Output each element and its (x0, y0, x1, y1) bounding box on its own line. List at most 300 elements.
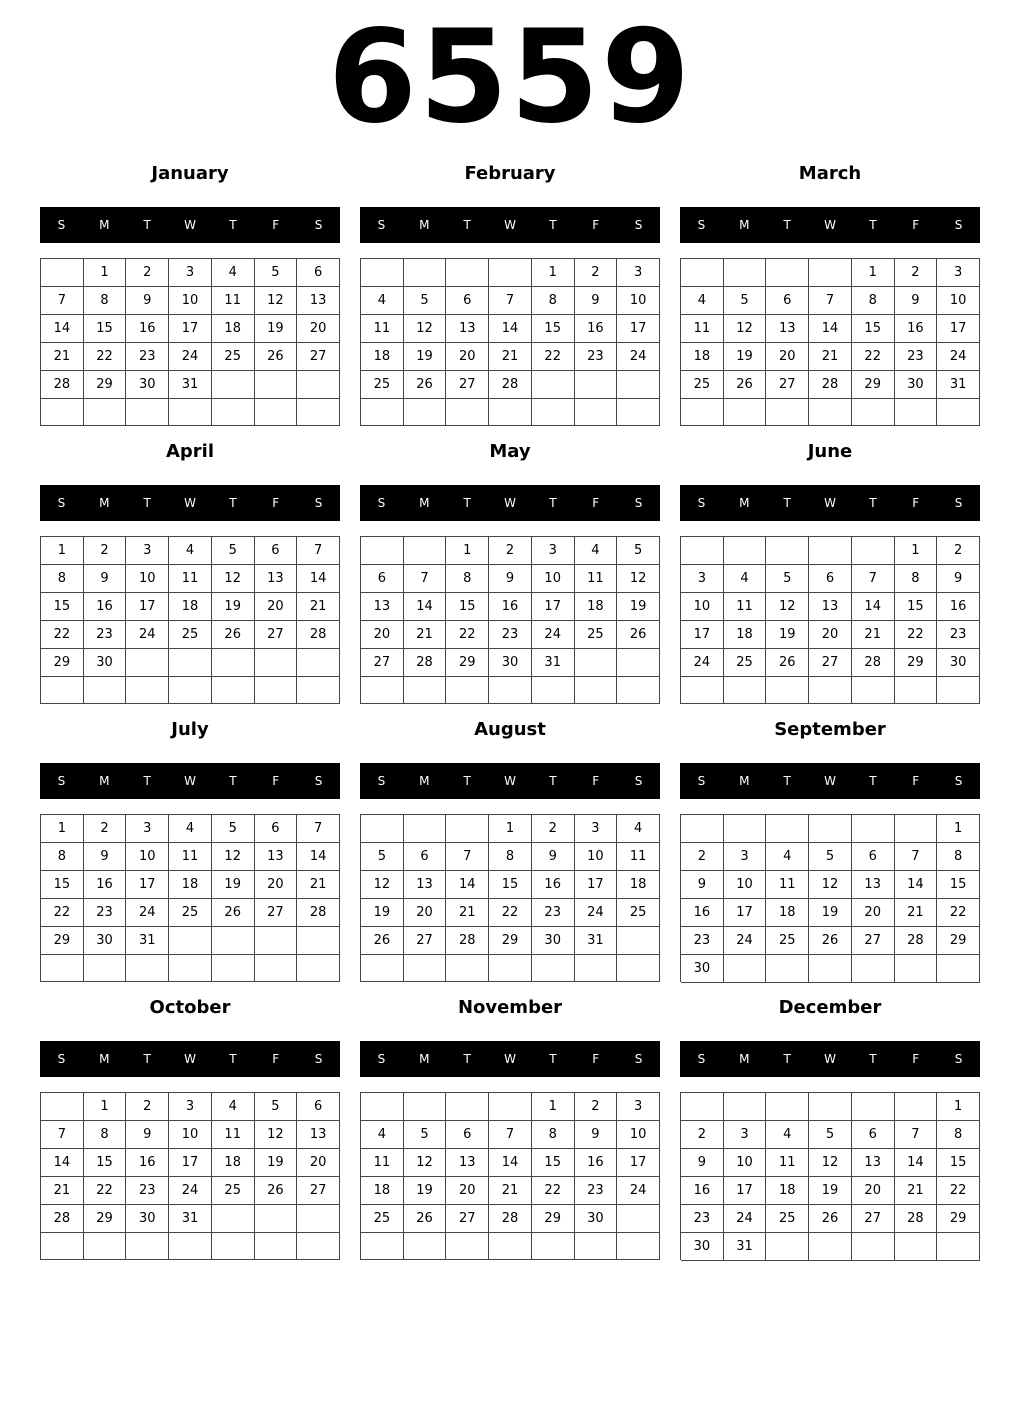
day-cell: 23 (681, 1205, 724, 1233)
empty-day-cell (895, 677, 938, 704)
weekday-header (360, 763, 660, 799)
weekday-label: S (57, 218, 66, 232)
day-cell: 13 (255, 565, 298, 593)
day-cell: 5 (404, 1121, 447, 1149)
day-cell: 9 (126, 287, 169, 315)
empty-day-cell (575, 677, 618, 704)
day-cell: 22 (895, 621, 938, 649)
day-cell: 16 (84, 593, 127, 621)
day-cell: 28 (489, 371, 532, 399)
day-cell: 29 (446, 649, 489, 677)
day-cell: 8 (41, 843, 84, 871)
day-cell: 20 (766, 343, 809, 371)
weekday-label: T (229, 774, 237, 788)
day-cell: 26 (724, 371, 767, 399)
day-grid (360, 1092, 660, 1260)
day-cell: 31 (532, 649, 575, 677)
weekday-label: T (869, 1052, 877, 1066)
day-cell: 25 (169, 621, 212, 649)
day-cell: 1 (532, 1093, 575, 1121)
day-cell: 10 (937, 287, 980, 315)
day-cell: 19 (809, 1177, 852, 1205)
day-cell: 20 (255, 871, 298, 899)
empty-day-cell (681, 1093, 724, 1121)
day-cell: 24 (126, 899, 169, 927)
empty-day-cell (212, 371, 255, 399)
day-cell: 4 (724, 565, 767, 593)
day-cell: 30 (575, 1205, 618, 1233)
day-cell: 21 (404, 621, 447, 649)
weekday-label: F (912, 774, 920, 788)
empty-day-cell (809, 677, 852, 704)
day-cell: 24 (169, 1177, 212, 1205)
weekday-label: T (229, 496, 237, 510)
day-cell: 14 (404, 593, 447, 621)
day-cell: 30 (532, 927, 575, 955)
day-cell: 10 (575, 843, 618, 871)
weekday-header (40, 763, 340, 799)
day-cell: 27 (361, 649, 404, 677)
empty-day-cell (532, 1233, 575, 1260)
weekday-label: W (824, 774, 836, 788)
day-cell: 31 (937, 371, 980, 399)
day-cell: 22 (532, 1177, 575, 1205)
day-cell: 11 (681, 315, 724, 343)
weekday-header (40, 485, 340, 521)
empty-day-cell (169, 649, 212, 677)
day-cell: 28 (404, 649, 447, 677)
day-cell: 7 (489, 287, 532, 315)
month-february (360, 158, 660, 436)
empty-day-cell (937, 955, 980, 983)
empty-day-cell (126, 1233, 169, 1260)
day-cell: 23 (895, 343, 938, 371)
weekday-label: S (57, 496, 66, 510)
empty-day-cell (575, 371, 618, 399)
empty-day-cell (212, 1205, 255, 1233)
empty-day-cell (212, 955, 255, 982)
day-cell: 28 (446, 927, 489, 955)
empty-day-cell (84, 955, 127, 982)
weekday-label: S (697, 496, 706, 510)
weekday-label: T (869, 774, 877, 788)
empty-day-cell (724, 815, 767, 843)
day-cell: 1 (937, 1093, 980, 1121)
day-cell: 15 (489, 871, 532, 899)
empty-day-cell (255, 927, 298, 955)
day-cell: 25 (766, 1205, 809, 1233)
day-cell: 25 (212, 343, 255, 371)
day-cell: 26 (255, 1177, 298, 1205)
empty-day-cell (84, 677, 127, 704)
day-cell: 14 (446, 871, 489, 899)
day-grid (680, 814, 980, 982)
month-name: January (151, 163, 229, 184)
day-cell: 13 (446, 315, 489, 343)
empty-day-cell (617, 927, 660, 955)
day-cell: 10 (681, 593, 724, 621)
weekday-label: S (697, 1052, 706, 1066)
day-cell: 18 (169, 871, 212, 899)
day-cell: 10 (724, 871, 767, 899)
weekday-label: M (739, 1052, 750, 1066)
empty-day-cell (937, 677, 980, 704)
day-cell: 11 (361, 315, 404, 343)
day-cell: 22 (41, 899, 84, 927)
day-cell: 18 (766, 1177, 809, 1205)
empty-day-cell (852, 677, 895, 704)
weekday-label: T (143, 218, 151, 232)
weekday-label: S (57, 774, 66, 788)
weekday-label: T (143, 1052, 151, 1066)
empty-day-cell (852, 1233, 895, 1261)
day-cell: 20 (809, 621, 852, 649)
month-april (40, 436, 340, 714)
month-january (40, 158, 340, 436)
day-cell: 15 (895, 593, 938, 621)
day-cell: 20 (446, 343, 489, 371)
day-cell: 12 (809, 871, 852, 899)
empty-day-cell (361, 677, 404, 704)
day-cell: 21 (41, 343, 84, 371)
day-cell: 6 (809, 565, 852, 593)
weekday-label: S (314, 218, 323, 232)
day-cell: 10 (617, 287, 660, 315)
day-cell: 17 (724, 899, 767, 927)
day-cell: 3 (169, 259, 212, 287)
empty-day-cell (489, 955, 532, 982)
weekday-header (680, 207, 980, 243)
day-cell: 30 (84, 927, 127, 955)
empty-day-cell (617, 399, 660, 426)
weekday-label: F (272, 496, 280, 510)
empty-day-cell (212, 1233, 255, 1260)
day-cell: 5 (617, 537, 660, 565)
day-cell: 15 (41, 593, 84, 621)
weekday-label: W (824, 218, 836, 232)
day-cell: 17 (575, 871, 618, 899)
day-cell: 31 (575, 927, 618, 955)
empty-day-cell (532, 399, 575, 426)
empty-day-cell (617, 1205, 660, 1233)
day-cell: 23 (532, 899, 575, 927)
empty-day-cell (297, 371, 340, 399)
day-cell: 26 (361, 927, 404, 955)
day-cell: 11 (575, 565, 618, 593)
day-cell: 14 (809, 315, 852, 343)
empty-day-cell (724, 955, 767, 983)
day-cell: 20 (361, 621, 404, 649)
month-name: October (149, 997, 231, 1018)
day-cell: 28 (895, 927, 938, 955)
day-cell: 16 (532, 871, 575, 899)
weekday-label: T (143, 774, 151, 788)
empty-day-cell (766, 677, 809, 704)
weekday-label: M (419, 218, 430, 232)
empty-day-cell (126, 677, 169, 704)
day-cell: 20 (404, 899, 447, 927)
day-grid (40, 258, 340, 426)
day-cell: 22 (532, 343, 575, 371)
day-grid (360, 258, 660, 426)
month-july (40, 714, 340, 992)
day-cell: 25 (575, 621, 618, 649)
day-cell: 6 (446, 1121, 489, 1149)
day-cell: 4 (361, 1121, 404, 1149)
weekday-label: T (463, 774, 471, 788)
day-cell: 3 (169, 1093, 212, 1121)
day-cell: 19 (255, 1149, 298, 1177)
day-cell: 1 (532, 259, 575, 287)
day-cell: 7 (446, 843, 489, 871)
empty-day-cell (809, 399, 852, 426)
empty-day-cell (404, 955, 447, 982)
day-cell: 25 (617, 899, 660, 927)
month-march (680, 158, 980, 436)
day-grid (360, 536, 660, 704)
empty-day-cell (446, 1093, 489, 1121)
day-cell: 19 (766, 621, 809, 649)
day-cell: 23 (126, 343, 169, 371)
day-cell: 12 (404, 315, 447, 343)
day-cell: 26 (617, 621, 660, 649)
day-cell: 9 (681, 871, 724, 899)
weekday-label: F (592, 496, 600, 510)
day-cell: 3 (617, 259, 660, 287)
weekday-label: F (912, 1052, 920, 1066)
day-cell: 25 (212, 1177, 255, 1205)
day-cell: 14 (852, 593, 895, 621)
weekday-label: M (99, 774, 110, 788)
day-cell: 13 (809, 593, 852, 621)
day-cell: 3 (532, 537, 575, 565)
day-cell: 8 (532, 1121, 575, 1149)
day-cell: 14 (489, 315, 532, 343)
day-cell: 1 (84, 259, 127, 287)
day-cell: 2 (126, 259, 169, 287)
day-cell: 27 (404, 927, 447, 955)
day-cell: 17 (126, 593, 169, 621)
day-cell: 14 (297, 565, 340, 593)
day-cell: 7 (297, 537, 340, 565)
day-cell: 19 (809, 899, 852, 927)
empty-day-cell (766, 955, 809, 983)
day-cell: 30 (937, 649, 980, 677)
day-cell: 1 (895, 537, 938, 565)
day-cell: 21 (489, 1177, 532, 1205)
day-cell: 23 (575, 343, 618, 371)
day-cell: 29 (41, 927, 84, 955)
empty-day-cell (809, 955, 852, 983)
day-cell: 31 (169, 1205, 212, 1233)
weekday-label: T (869, 496, 877, 510)
day-cell: 29 (489, 927, 532, 955)
day-grid (40, 814, 340, 982)
empty-day-cell (255, 677, 298, 704)
empty-day-cell (895, 815, 938, 843)
empty-day-cell (84, 1233, 127, 1260)
weekday-label: S (57, 1052, 66, 1066)
day-cell: 11 (766, 1149, 809, 1177)
day-cell: 29 (852, 371, 895, 399)
empty-day-cell (212, 677, 255, 704)
day-cell: 15 (937, 871, 980, 899)
day-cell: 24 (169, 343, 212, 371)
day-cell: 13 (446, 1149, 489, 1177)
day-cell: 11 (212, 287, 255, 315)
day-cell: 22 (41, 621, 84, 649)
month-name: July (171, 719, 209, 740)
empty-day-cell (766, 815, 809, 843)
day-cell: 5 (766, 565, 809, 593)
day-cell: 6 (297, 1093, 340, 1121)
day-cell: 3 (724, 1121, 767, 1149)
day-cell: 2 (575, 1093, 618, 1121)
weekday-label: S (314, 774, 323, 788)
day-cell: 7 (404, 565, 447, 593)
day-cell: 18 (169, 593, 212, 621)
day-cell: 12 (766, 593, 809, 621)
empty-day-cell (169, 1233, 212, 1260)
empty-day-cell (404, 815, 447, 843)
weekday-label: T (463, 218, 471, 232)
weekday-label: T (783, 774, 791, 788)
weekday-label: S (377, 774, 386, 788)
day-cell: 7 (809, 287, 852, 315)
empty-day-cell (895, 955, 938, 983)
empty-day-cell (617, 1233, 660, 1260)
day-cell: 26 (809, 927, 852, 955)
weekday-label: F (912, 218, 920, 232)
day-cell: 26 (212, 899, 255, 927)
day-cell: 7 (297, 815, 340, 843)
empty-day-cell (809, 259, 852, 287)
empty-day-cell (41, 399, 84, 426)
month-may (360, 436, 660, 714)
day-cell: 6 (766, 287, 809, 315)
day-cell: 9 (575, 287, 618, 315)
day-cell: 28 (895, 1205, 938, 1233)
empty-day-cell (809, 815, 852, 843)
empty-day-cell (41, 259, 84, 287)
day-cell: 14 (489, 1149, 532, 1177)
day-cell: 3 (575, 815, 618, 843)
empty-day-cell (361, 537, 404, 565)
day-cell: 17 (617, 315, 660, 343)
day-cell: 27 (297, 1177, 340, 1205)
month-august (360, 714, 660, 992)
day-cell: 8 (84, 1121, 127, 1149)
day-cell: 11 (361, 1149, 404, 1177)
empty-day-cell (41, 1233, 84, 1260)
day-cell: 2 (489, 537, 532, 565)
day-cell: 8 (489, 843, 532, 871)
day-cell: 8 (937, 843, 980, 871)
empty-day-cell (255, 649, 298, 677)
empty-day-cell (446, 955, 489, 982)
empty-day-cell (297, 677, 340, 704)
empty-day-cell (404, 1233, 447, 1260)
day-cell: 7 (852, 565, 895, 593)
day-cell: 22 (446, 621, 489, 649)
empty-day-cell (617, 649, 660, 677)
day-cell: 13 (766, 315, 809, 343)
weekday-label: T (229, 1052, 237, 1066)
day-cell: 19 (255, 315, 298, 343)
day-cell: 9 (532, 843, 575, 871)
day-cell: 9 (489, 565, 532, 593)
day-cell: 19 (212, 871, 255, 899)
day-cell: 13 (852, 871, 895, 899)
weekday-label: S (314, 1052, 323, 1066)
empty-day-cell (361, 259, 404, 287)
day-cell: 29 (937, 1205, 980, 1233)
day-cell: 5 (809, 843, 852, 871)
weekday-label: T (869, 218, 877, 232)
day-cell: 20 (297, 1149, 340, 1177)
weekday-label: S (634, 496, 643, 510)
day-cell: 2 (937, 537, 980, 565)
day-cell: 9 (575, 1121, 618, 1149)
empty-day-cell (126, 649, 169, 677)
day-cell: 10 (126, 843, 169, 871)
empty-day-cell (766, 537, 809, 565)
day-cell: 18 (617, 871, 660, 899)
day-cell: 13 (297, 1121, 340, 1149)
day-cell: 18 (361, 343, 404, 371)
empty-day-cell (766, 399, 809, 426)
day-cell: 30 (681, 955, 724, 983)
day-cell: 30 (489, 649, 532, 677)
day-cell: 30 (895, 371, 938, 399)
day-cell: 2 (532, 815, 575, 843)
day-cell: 15 (84, 315, 127, 343)
day-cell: 21 (297, 871, 340, 899)
empty-day-cell (575, 399, 618, 426)
empty-day-cell (126, 399, 169, 426)
day-cell: 21 (446, 899, 489, 927)
day-cell: 16 (489, 593, 532, 621)
day-cell: 11 (212, 1121, 255, 1149)
day-cell: 21 (297, 593, 340, 621)
day-cell: 15 (852, 315, 895, 343)
day-cell: 2 (126, 1093, 169, 1121)
day-cell: 17 (126, 871, 169, 899)
day-cell: 26 (766, 649, 809, 677)
empty-day-cell (169, 955, 212, 982)
day-cell: 18 (681, 343, 724, 371)
weekday-header (40, 1041, 340, 1077)
empty-day-cell (617, 677, 660, 704)
day-cell: 24 (937, 343, 980, 371)
empty-day-cell (361, 815, 404, 843)
weekday-label: F (272, 774, 280, 788)
month-name: April (165, 441, 215, 462)
empty-day-cell (361, 955, 404, 982)
day-cell: 17 (169, 1149, 212, 1177)
day-cell: 2 (681, 1121, 724, 1149)
weekday-label: S (634, 218, 643, 232)
day-cell: 15 (937, 1149, 980, 1177)
empty-day-cell (404, 259, 447, 287)
day-cell: 4 (212, 259, 255, 287)
day-cell: 12 (617, 565, 660, 593)
weekday-label: W (824, 496, 836, 510)
empty-day-cell (126, 955, 169, 982)
day-cell: 22 (84, 1177, 127, 1205)
day-cell: 14 (297, 843, 340, 871)
empty-day-cell (575, 649, 618, 677)
